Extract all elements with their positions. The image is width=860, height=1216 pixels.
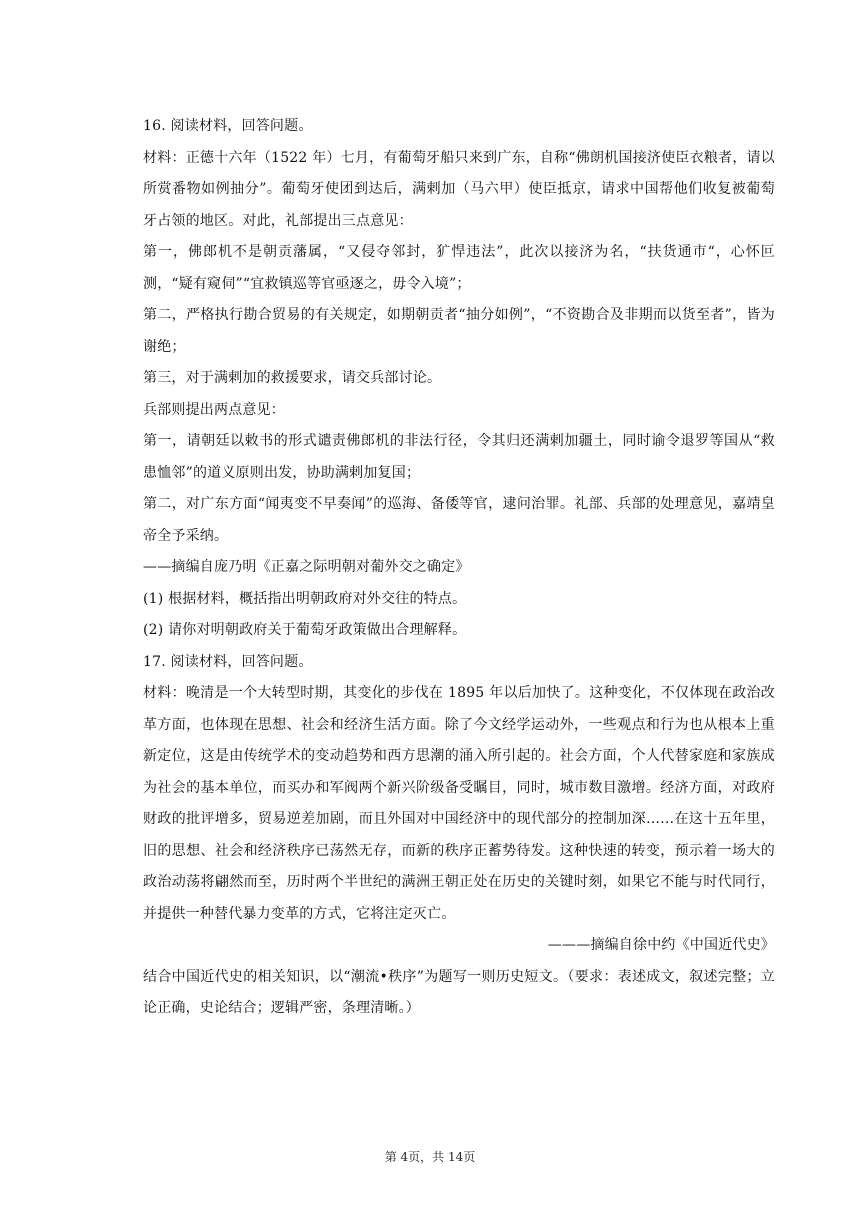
question-16-heading: 16. 阅读材料，回答问题。 [143, 118, 313, 134]
rites-opinion-1: 第一，佛郎机不是朝贡藩属，“又侵夺邻封，犷悍违法”，此次以接济为名，“扶货通市“，心怀叵测，“疑有窥伺”“宜救镇巡等官亟逐之，毋令入境”； [143, 244, 775, 292]
question-17-heading: 17. 阅读材料，回答问题。 [143, 653, 313, 670]
war-opinion-1: 第一，请朝廷以敕书的形式谴责佛郎机的非法行径，令其归还满剌加疆土，同时谕令退罗等国从“救患恤邻”的道义原则出发，协助满剌加复国； [143, 433, 775, 481]
question-17-material: 材料：晚清是一个大转型时期，其变化的步伐在 1895 年以后加快了。这种变化，不仅体现在政治改革方面，也体现在思想、社会和经济生活方面。除了今文经学运动外，一些观点和行为也从根本上重新定位，这是由传统学术的变动趋势和西方思潮的涌入所引起的。社会方面，个人代替家庭和家族成为社会的基本单位，而买办和军阀两个新兴阶级备受瞩目，同时，城市数目激增。经济方面，对政府财政的批评增多，贸易逆差加剧，而且外国对中国经济中的现代部分的控制加深……在这十五年里，旧的思想、社会和经济秩序已荡然无存，而新的秩序正蓄势待发。这种快速的转变，预示着一场大的政治动荡将翩然而至，历时两个半世纪的满洲王朝正处在历史的关键时刻，如果它不能与时代同行，并提供一种替代暴力变革的方式，它将注定灭亡。 [143, 685, 775, 922]
rites-opinion-2: 第二，严格执行勘合贸易的有关规定，如期朝贡者“抽分如例”，“不资勘合及非期而以货至者”，皆为谢绝； [143, 307, 775, 355]
war-opinion-2: 第二，对广东方面“闻夷变不早奏闻”的巡海、备倭等官，逮问治罪。礼部、兵部的处理意见，嘉靖皇帝全予采纳。 [143, 496, 775, 544]
question-17-task: 结合中国近代史的相关知识，以“潮流•秩序”为题写一则历史短文。（要求：表述成文，叙述完整；立论正确，史论结合；逻辑严密，条理清晰。） [143, 968, 775, 1016]
question-16-source: ——摘编自庞乃明《正嘉之际明朝对葡外交之确定》 [143, 559, 470, 575]
question-16-material: 材料：正德十六年（1522 年）七月，有葡萄牙船只来到广东，自称“佛朗机国接济使臣衣粮者，请以所赏番物如例抽分”。葡萄牙使团到达后，满剌加（马六甲）使臣抵京，请求中国帮他们收复被葡萄牙占领的地区。对此，礼部提出三点意见： [143, 149, 775, 229]
question-17-source: ———摘编自徐中约《中国近代史》 [547, 937, 775, 953]
question-16-sub-1: (1) 根据材料，概括指出明朝政府对外交往的特点。 [143, 590, 467, 607]
question-16-sub-2: (2) 请你对明朝政府关于葡萄牙政策做出合理解释。 [143, 622, 467, 638]
page-content [143, 111, 775, 1025]
page-footer: 第 4页，共 14页 [384, 1150, 476, 1164]
rites-opinion-3: 第三，对于满剌加的救援要求，请交兵部讨论。 [143, 370, 442, 386]
war-ministry-intro: 兵部则提出两点意见： [143, 401, 285, 418]
